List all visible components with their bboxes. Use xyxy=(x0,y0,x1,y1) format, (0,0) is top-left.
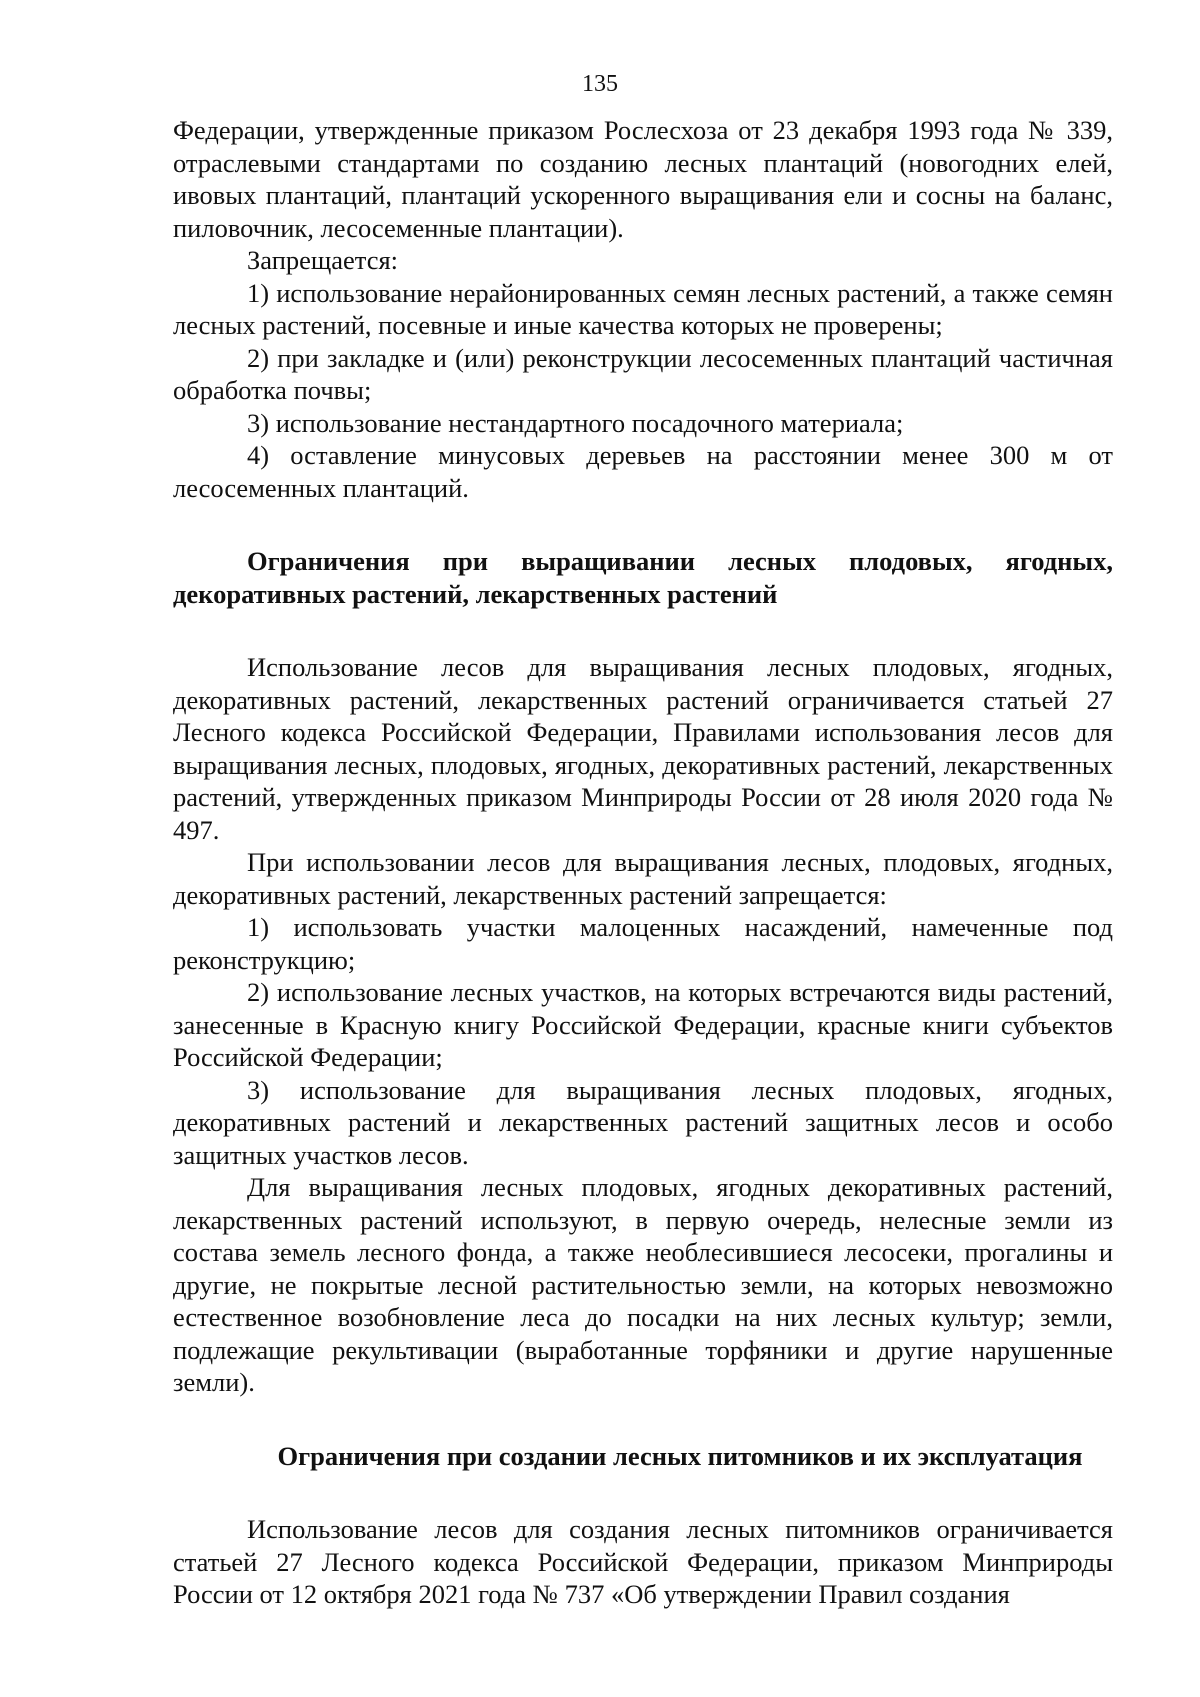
section-heading-nursery: Ограничения при создании лесных питомников и их эксплуатация xyxy=(277,1440,1083,1471)
paragraph-intro-continuation: Федерации, утвержденные приказом Рослесхоза от 23 декабря 1993 года № 339, отраслевыми стандартами по созданию лесных плантаций (новогодних елей, ивовых плантаций, плантаций ускоренного выращивания ели и сосны на баланс, пиловочник, лесосеменные плантации). xyxy=(173,115,1113,243)
page-number: 135 xyxy=(582,71,618,97)
spacer xyxy=(173,504,1113,545)
list-item: 3) использование нестандартного посадочного материала; xyxy=(247,407,904,438)
paragraph-fruit-usage: Использование лесов для выращивания лесных плодовых, ягодных, декоративных растений, лекарственных растений ограничивается статьей 27 Лесного кодекса Российской Федерации, Правилами использования лесов для выращивания лесных, плодовых, ягодных, декоративных растений, лекарственных растений, утвержденных приказом Минприроды России от 28 июля 2020 года № 497. xyxy=(173,652,1113,845)
paragraph-prohibited-lead: Запрещается: xyxy=(247,245,399,275)
list-item: 1) использование нерайонированных семян лесных растений, а также семян лесных растений, посевные и иные качества которых не проверены; xyxy=(173,277,1113,340)
spacer xyxy=(173,1399,1113,1440)
list-item: 1) использовать участки малоценных насаждений, намеченные под реконструкцию; xyxy=(173,912,1113,975)
paragraph-fruit-lands: Для выращивания лесных плодовых, ягодных декоративных растений, лекарственных растений используют, в первую очередь, нелесные земли из состава земель лесного фонда, а также необлесившиеся лесосеки, прогалины и другие, не покрытые лесной растительностью земли, на которых невозможно естественное возобновление леса до посадки на них лесных культур; земли, подлежащие рекультивации (выработанные торфяники и другие нарушенные земли). xyxy=(173,1172,1113,1397)
list-item: 2) при закладке и (или) реконструкции лесосеменных плантаций частичная обработка почвы; xyxy=(173,342,1113,405)
spacer xyxy=(173,610,1113,651)
section-heading-fruit: Ограничения при выращивании лесных плодовых, ягодных, декоративных растений, лекарственных растений xyxy=(173,546,1113,609)
paragraph-nursery-usage: Использование лесов для создания лесных питомников ограничивается статьей 27 Лесного кодекса Российской Федерации, приказом Минприроды России от 12 октября 2021 года № 737 «Об утверждении Правил создания xyxy=(173,1514,1113,1609)
list-item: 2) использование лесных участков, на которых встречаются виды растений, занесенные в Красную книгу Российской Федерации, красные книги субъектов Российской Федерации; xyxy=(173,977,1113,1072)
paragraph-fruit-prohibited-lead: При использовании лесов для выращивания лесных, плодовых, ягодных, декоративных растений, лекарственных растений запрещается: xyxy=(173,847,1113,910)
spacer xyxy=(173,1472,1113,1513)
list-item: 3) использование для выращивания лесных плодовых, ягодных, декоративных растений и лекарственных растений защитных лесов и особо защитных участков лесов. xyxy=(173,1074,1113,1170)
document-body xyxy=(173,114,1113,1611)
list-item: 4) оставление минусовых деревьев на расстоянии менее 300 м от лесосеменных плантаций. xyxy=(173,440,1113,503)
